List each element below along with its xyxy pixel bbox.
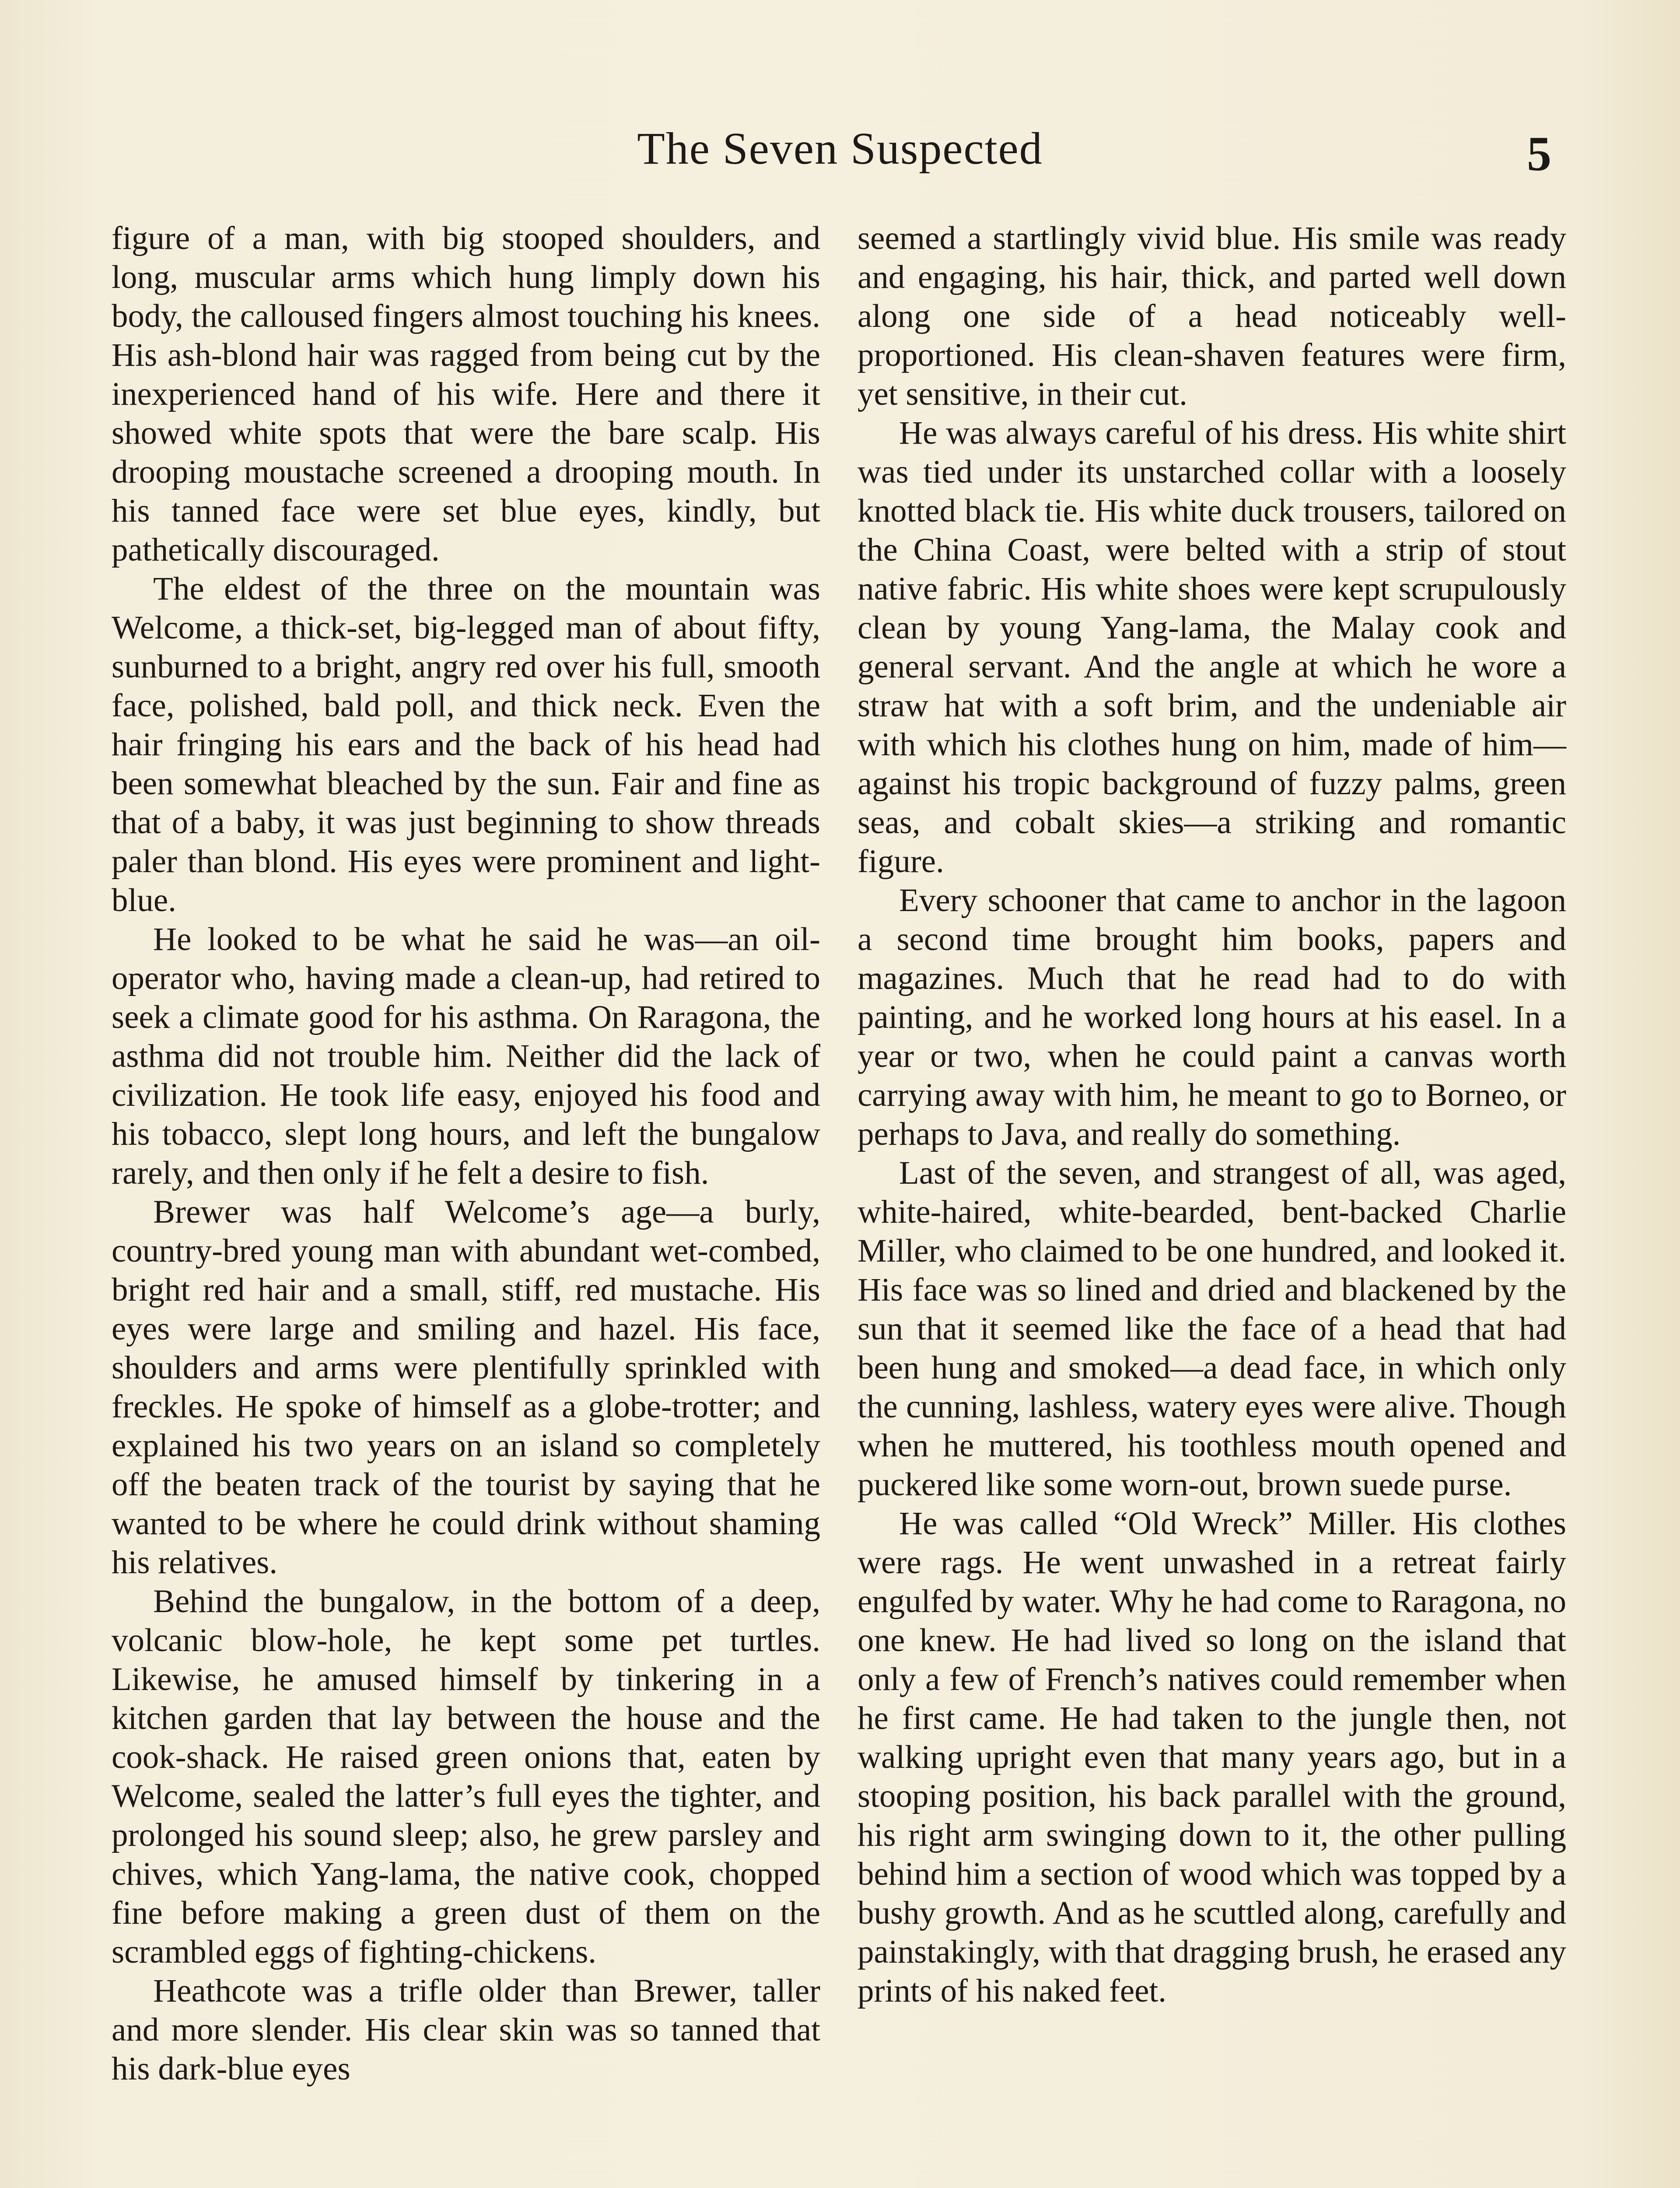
- paragraph: figure of a man, with big stooped shoulders, and long, muscular arms which hung limply down his body, the calloused fingers almost touching his knees. His ash-blond hair was ragged from being cut by the inexperienced hand of his wife. Here and there it showed white spots that were the bare scalp. His drooping moustache screened a drooping mouth. In his tanned face were set blue eyes, kindly, but pathetically discouraged.: [112, 220, 820, 568]
- paragraph: Every schooner that came to anchor in the lagoon a second time brought him books, papers and magazines. Much that he read had to do with painting, and he worked long hours at his easel. In a year or two, when he could paint a canvas worth carrying away with him, he meant to go to Borneo, or perhaps to Java, and really do something.: [858, 882, 1566, 1152]
- paragraph: Behind the bungalow, in the bottom of a deep, volcanic blow-hole, he kept some pet turtles. Likewise, he amused himself by tinkering in a kitchen garden that lay between the house and the cook-shack. He raised green onions that, eaten by Welcome, sealed the latter’s full eyes the tighter, and prolonged his sound sleep; also, he grew parsley and chives, which Yang-lama, the native cook, chopped fine before making a green dust of them on the scrambled eggs of fighting-chickens.: [112, 1583, 820, 1970]
- paragraph: The eldest of the three on the mountain was Welcome, a thick-set, big-legged man of about fifty, sunburned to a bright, angry red over his full, smooth face, polished, bald poll, and thick neck. Even the hair fringing his ears and the back of his head had been somewhat bleached by the sun. Fair and fine as that of a baby, it was just beginning to show threads paler than blond. His eyes were prominent and light-blue.: [112, 571, 820, 919]
- paragraph: He was called “Old Wreck” Miller. His clothes were rags. He went unwashed in a retreat fairly engulfed by water. Why he had come to Raragona, no one knew. He had lived so long on the island that only a few of French’s natives could remember when he first came. He had taken to the jungle then, not walking upright even that many years ago, but in a stooping position, his back parallel with the ground, his right arm swinging down to it, the other pulling behind him a section of wood which was topped by a bushy growth. And as he scuttled along, carefully and painstakingly, with that dragging brush, he erased any prints of his naked feet.: [858, 1505, 1566, 2009]
- left-column: [112, 219, 820, 2088]
- running-head: [0, 118, 1680, 184]
- page-number: 5: [1527, 127, 1551, 181]
- running-title: The Seven Suspected: [637, 123, 1043, 174]
- paragraph: Brewer was half Welcome’s age—a burly, country-bred young man with abundant wet-combed, bright red hair and a small, stiff, red mustache. His eyes were large and smiling and hazel. His face, shoulders and arms were plentifully sprinkled with freckles. He spoke of himself as a globe-trotter; and explained his two years on an island so completely off the beaten track of the tourist by saying that he wanted to be where he could drink without shaming his relatives.: [112, 1194, 820, 1581]
- paragraph: seemed a startlingly vivid blue. His smile was ready and engaging, his hair, thick, and parted well down along one side of a head noticeably well-proportioned. His clean-shaven features were firm, yet sensitive, in their cut.: [858, 220, 1566, 412]
- right-column: [858, 219, 1566, 2010]
- paragraph: He was always careful of his dress. His white shirt was tied under its unstarched collar with a loosely knotted black tie. His white duck trousers, tailored on the China Coast, were belted with a strip of stout native fabric. His white shoes were kept scrupulously clean by young Yang-lama, the Malay cook and general servant. And the angle at which he wore a straw hat with a soft brim, and the undeniable air with which his clothes hung on him, made of him—against his tropic background of fuzzy palms, green seas, and cobalt skies—a striking and romantic figure.: [858, 415, 1566, 880]
- paragraph: Heathcote was a trifle older than Brewer, taller and more slender. His clear skin was so tanned that his dark-blue eyes: [112, 1973, 820, 2087]
- paragraph: Last of the seven, and strangest of all, was aged, white-haired, white-bearded, bent-backed Charlie Miller, who claimed to be one hundred, and looked it. His face was so lined and dried and blackened by the sun that it seemed like the face of a head that had been hung and smoked—a dead face, in which only the cunning, lashless, watery eyes were alive. Though when he muttered, his toothless mouth opened and puckered like some worn-out, brown suede purse.: [858, 1155, 1566, 1503]
- paragraph: He looked to be what he said he was—an oil-operator who, having made a clean-up, had retired to seek a climate good for his asthma. On Raragona, the asthma did not trouble him. Neither did the lack of civilization. He took life easy, enjoyed his food and his tobacco, slept long hours, and left the bungalow rarely, and then only if he felt a desire to fish.: [112, 921, 820, 1191]
